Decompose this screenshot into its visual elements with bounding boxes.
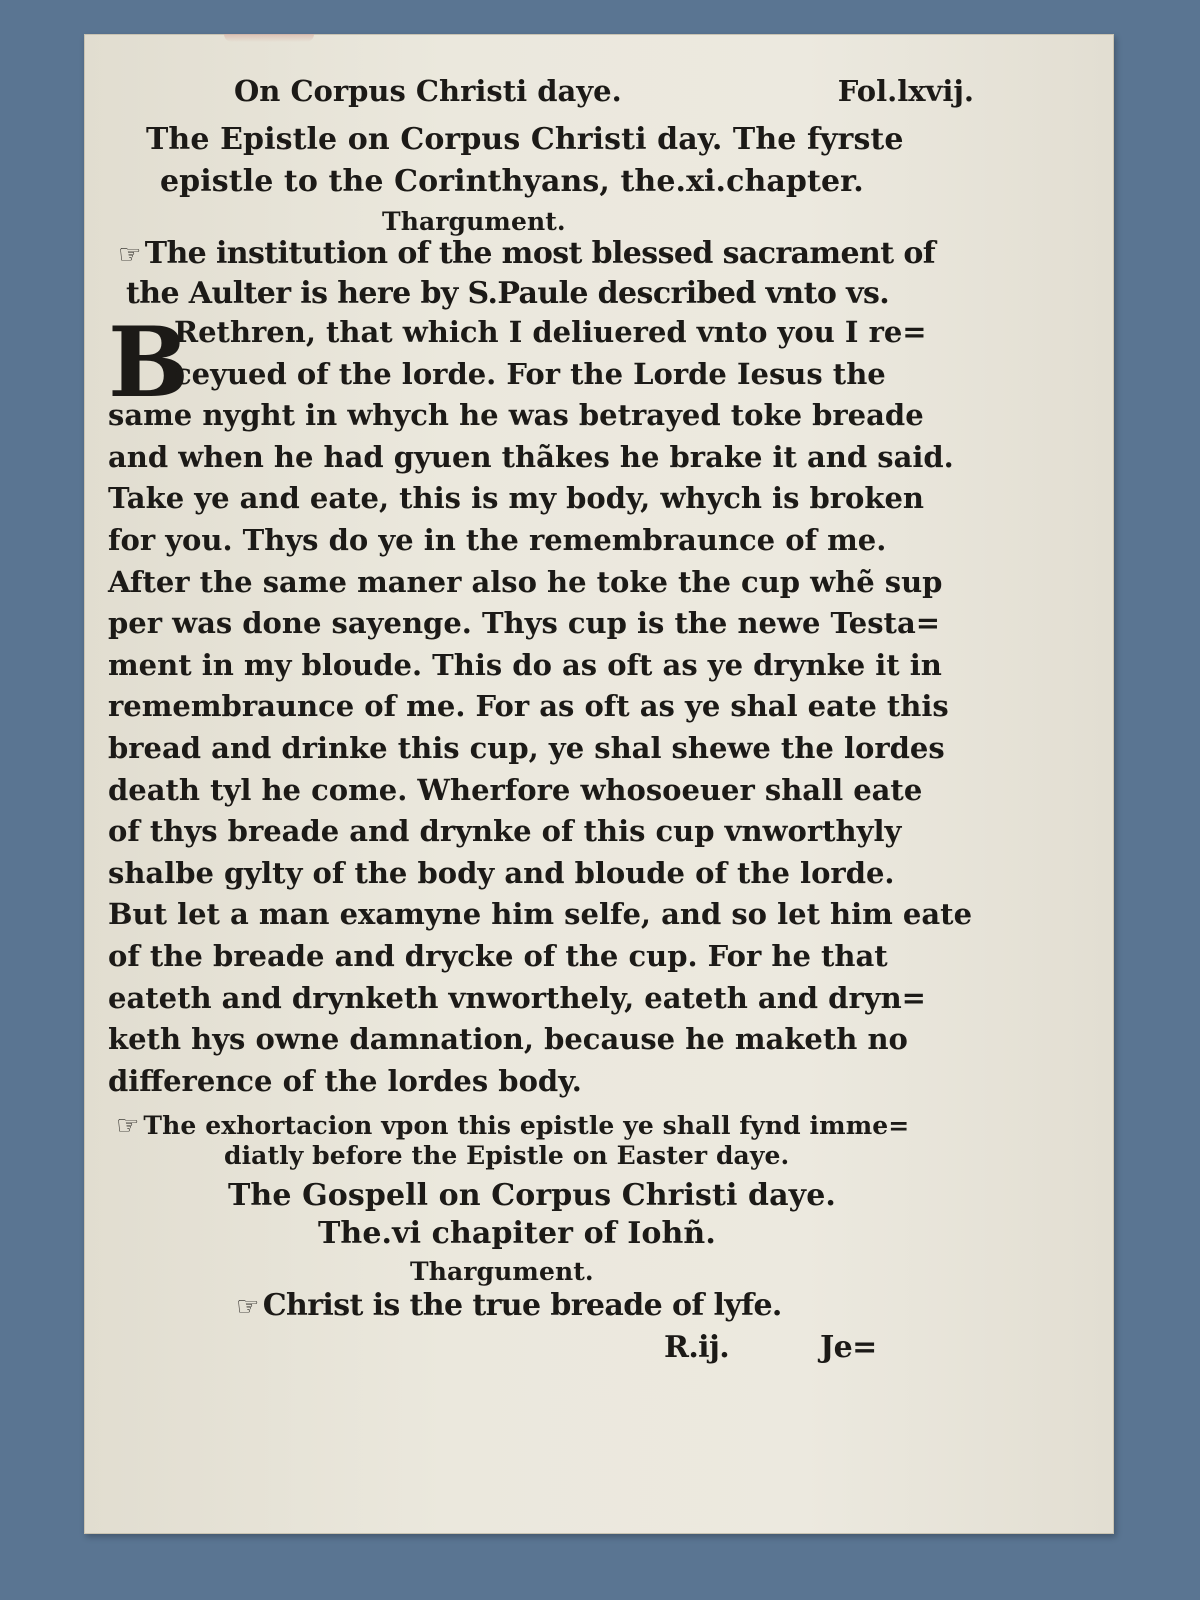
epistle-text-line: keth hys owne damnation, because he maketh no [108,1022,908,1057]
epistle-text-line: of the breade and drycke of the cup. For he that [108,939,888,973]
epistle-heading-line-2: epistle to the Corinthyans, the.xi.chapter. [160,164,864,199]
running-head [234,74,974,124]
gospel-heading-line-1: The Gospell on Corpus Christi daye. [228,1178,836,1213]
epistle-text-line: Take ye and eate, this is my body, whych is broken [108,481,925,516]
epistle-text-line: for you. Thys do ye in the remembraunce of me. [108,523,887,557]
epistle-text-line: difference of the lordes body. [108,1063,582,1098]
book-page [84,34,1114,1534]
epistle-text-line: same nyght in whych he was betrayed toke breade [108,398,924,433]
epistle-text-line: of thys breade and drynke of this cup vnworthyly [108,814,902,849]
epistle-argument-line-1 [118,234,935,275]
manicule-icon: ☞ [116,1111,140,1141]
epistle-text-line: eateth and drynketh vnworthely, eateth and dryn= [108,980,926,1015]
epistle-text-line: and when he had gyuen thãkes he brake it and said. [108,439,954,474]
epistle-text-line: remembraunce of me. For as oft as ye shal eate this [108,689,949,724]
epistle-text-line: ment in my bloude. This do as oft as ye drynke it in [108,647,942,682]
exhortation-note-line-2: diatly before the Epistle on Easter daye. [224,1141,790,1170]
catchword: Je= [820,1330,877,1365]
exhortation-note-text-1: The exhortacion vpon this epistle ye shall fynd imme= [143,1111,910,1140]
folio-number: Fol.lxvij. [837,74,974,108]
gospel-heading-line-2: The.vi chapiter of Iohñ. [318,1216,716,1251]
gospel-argument-text: Christ is the true breade of lyfe. [262,1288,782,1323]
epistle-text-line: ceyued of the lorde. For the Lorde Iesus the [174,356,886,391]
epistle-heading-line-1: The Epistle on Corpus Christi day. The fyrste [146,122,904,157]
gospel-argument [236,1286,782,1327]
epistle-text-line: Rethren, that which I deliuered vnto you I re= [174,315,927,349]
epistle-text-line: After the same maner also he toke the cup whẽ sup [108,564,943,599]
epistle-text-line: death tyl he come. Wherfore whosoeuer shall eate [108,772,923,807]
epistle-argument-label: Thargument. [382,207,566,236]
epistle-argument-line-2: the Aulter is here by S.Paule described vnto vs. [126,276,890,311]
epistle-argument-text-1: The institution of the most blessed sacrament of [144,236,936,271]
signature-mark: R.ij. [664,1330,730,1365]
manicule-icon: ☞ [118,240,141,270]
epistle-text-line: shalbe gylty of the body and bloude of the lorde. [108,855,895,890]
page-edge-stain [224,34,314,42]
running-head-title: On Corpus Christi daye. [234,74,622,108]
epistle-text-line: bread and drinke this cup, ye shal shewe the lordes [108,731,945,765]
manicule-icon: ☞ [236,1292,259,1322]
gospel-argument-label: Thargument. [410,1257,594,1286]
epistle-text-line: But let a man examyne him selfe, and so let him eate [108,897,973,932]
epistle-text-line: per was done sayenge. Thys cup is the newe Testa= [108,606,941,641]
drop-capital: B [108,306,190,419]
